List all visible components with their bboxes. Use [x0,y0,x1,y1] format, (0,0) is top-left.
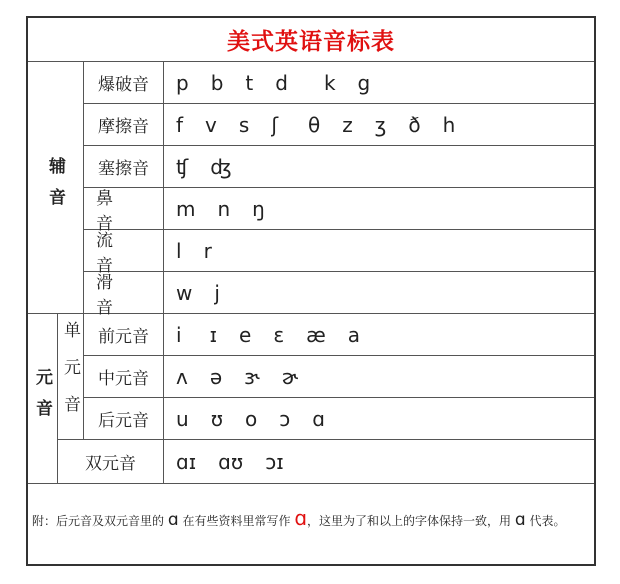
row-label-plosive: 爆破音 [84,62,164,104]
symbol: n [217,196,231,221]
note-text: ，这里为了和以上的字体保持一致，用 [307,514,512,528]
row-symbols-central-vowel [164,356,594,398]
symbol: p [176,70,189,95]
row-label-nasal: 鼻 音 [84,188,164,230]
vowel-group-label: 元音 [28,314,58,484]
note-symbol-red: ɑ [294,506,308,530]
symbol: m [176,196,196,221]
row-symbols-liquid [164,230,594,272]
symbol: ʒ [374,112,387,137]
footnote [28,484,594,564]
symbol: s [238,112,250,137]
symbol: j [214,280,220,305]
symbol: ʊ [210,406,224,431]
symbol: ɑ [312,406,325,431]
row-label-front-vowel: 前元音 [84,314,164,356]
symbol: θ [308,112,321,137]
row-label-diphthong: 双元音 [58,440,164,484]
row-label-affricate: 塞擦音 [84,146,164,188]
row-label-fricative: 摩擦音 [84,104,164,146]
symbol: ð [408,112,421,137]
note-text: 附：后元音及双元音里的 [32,514,165,528]
symbol: ɑʊ [218,449,244,474]
symbol: ə [209,364,223,389]
symbol: b [210,70,224,95]
symbol: u [176,406,189,431]
row-symbols-back-vowel [164,398,594,440]
row-symbols-plosive [164,62,594,104]
symbol: ʤ [210,154,232,179]
symbol: d [275,70,288,95]
symbol: i [176,322,182,347]
symbol: ŋ [252,196,265,221]
symbol: ɛ [273,322,285,347]
row-symbols-front-vowel [164,314,594,356]
symbol: a [347,322,361,347]
symbol: o [245,406,258,431]
symbol: k [323,70,336,95]
row-label-liquid: 流 音 [84,230,164,272]
ipa-chart-table [26,16,596,566]
symbol: w [176,280,193,305]
symbol: ɔɪ [265,449,284,474]
symbol: h [442,112,456,137]
row-label-glide: 滑 音 [84,272,164,314]
symbol: ʧ [176,154,189,179]
row-label-central-vowel: 中元音 [84,356,164,398]
note-text: 在有些资料里常写作 [182,514,291,528]
symbol: ɪ [209,322,217,347]
symbol: e [239,322,252,347]
symbol: r [203,238,212,263]
symbol: ʃ [271,112,279,137]
note-text: 代表。 [529,514,566,528]
symbol: g [357,70,371,95]
symbol: v [205,112,217,137]
consonant-group-label: 辅音 [28,62,84,314]
symbol: f [176,112,184,137]
symbol: ɝ [244,364,260,389]
chart-title: 美式英语音标表 [28,18,594,62]
symbol: ɑɪ [176,449,197,474]
symbol: ɚ [281,364,299,389]
symbol: æ [306,322,326,347]
symbol: l [176,238,182,263]
symbol: ɔ [279,406,291,431]
note-symbol: ɑ [514,510,526,530]
note-symbol: ɑ [167,510,179,530]
symbol: z [342,112,353,137]
row-symbols-diphthong [164,440,594,484]
row-symbols-nasal [164,188,594,230]
row-symbols-glide [164,272,594,314]
row-label-back-vowel: 后元音 [84,398,164,440]
symbol: ʌ [176,364,188,389]
row-symbols-affricate [164,146,594,188]
row-symbols-fricative [164,104,594,146]
monophthong-label: 单元音 [58,314,84,440]
symbol: t [245,70,254,95]
